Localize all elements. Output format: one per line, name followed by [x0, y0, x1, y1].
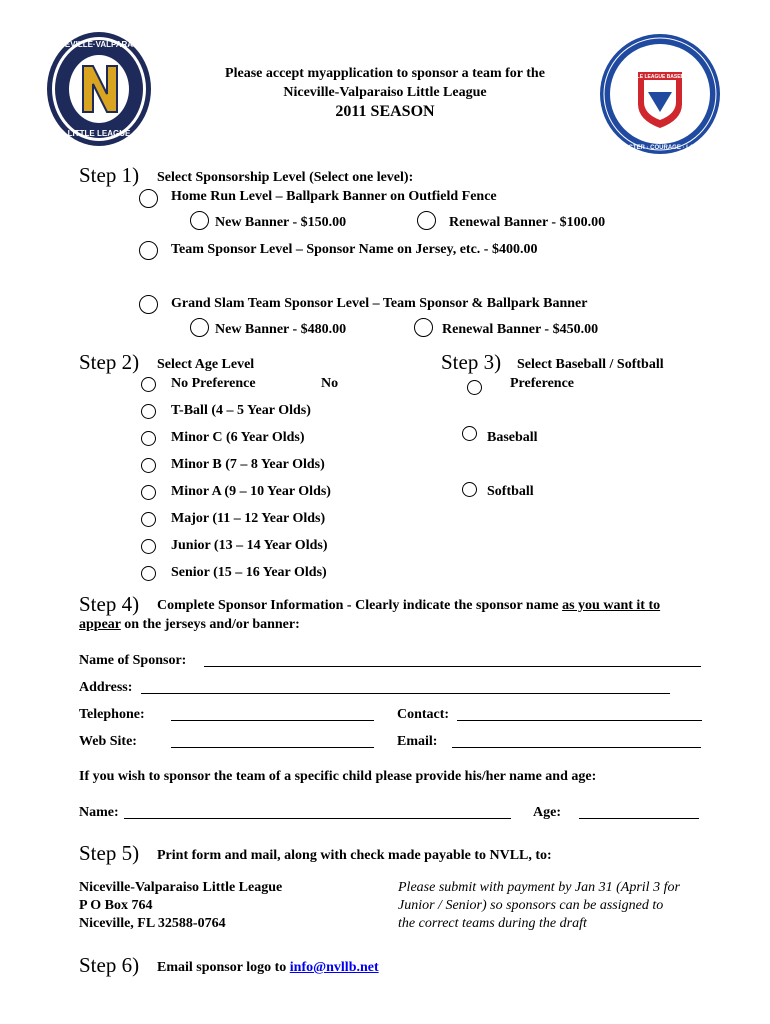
step4-instruction-end: on the jerseys and/or banner: [120, 617, 300, 632]
child-age-label: Age: [533, 805, 561, 820]
mail-address-line1: Niceville-Valparaiso Little League [79, 880, 283, 895]
gs-new-radio[interactable] [190, 318, 209, 337]
step2-instruction: Select Age Level [157, 357, 255, 372]
step1-instruction: Select Sponsorship Level (Select one level): [157, 170, 414, 185]
senior-radio[interactable] [141, 566, 156, 581]
home-run-radio[interactable] [139, 189, 158, 208]
no-label: No [321, 376, 339, 391]
gs-renewal-radio[interactable] [414, 318, 433, 337]
step4-appear-underline: appear [79, 617, 121, 632]
step3-instruction: Select Baseball / Softball [517, 357, 664, 372]
minor-a-label: Minor A (9 – 10 Year Olds) [171, 484, 331, 499]
senior-label: Senior (15 – 16 Year Olds) [171, 565, 327, 580]
baseball-label: Baseball [487, 430, 538, 445]
step1-label: Step 1) [79, 163, 140, 187]
email-label: Email: [397, 734, 438, 749]
header-line-1: Please accept myapplication to sponsor a team for the [225, 66, 545, 81]
minor-c-label: Minor C (6 Year Olds) [171, 430, 305, 445]
header-season: 2011 SEASON [335, 103, 435, 120]
address-field[interactable] [141, 693, 670, 694]
softball-label: Softball [487, 484, 534, 499]
email-link[interactable]: info@nvllb.net [289, 960, 379, 975]
softball-radio[interactable] [462, 482, 477, 497]
step4-label: Step 4) [79, 592, 140, 616]
address-label: Address: [79, 680, 133, 695]
grand-slam-label: Grand Slam Team Sponsor Level – Team Sponsor & Ballpark Banner [171, 296, 588, 311]
name-of-sponsor-field[interactable] [204, 666, 701, 667]
step2-label: Step 2) [79, 350, 140, 374]
minor-a-radio[interactable] [141, 485, 156, 500]
baseball-radio[interactable] [462, 426, 477, 441]
minor-c-radio[interactable] [141, 431, 156, 446]
home-run-label: Home Run Level – Ballpark Banner on Outfield Fence [171, 189, 497, 204]
home-renewal-radio[interactable] [417, 211, 436, 230]
child-note: If you wish to sponsor the team of a specific child please provide his/her name and age: [79, 769, 597, 784]
logo-right-badge-text: LITTLE LEAGUE BASEBALL [626, 74, 694, 80]
junior-radio[interactable] [141, 539, 156, 554]
junior-label: Junior (13 – 14 Year Olds) [171, 538, 328, 553]
step4-instruction-text: Complete Sponsor Information - Clearly indicate the sponsor name [157, 598, 563, 613]
home-renewal-label: Renewal Banner - $100.00 [449, 215, 606, 230]
step6-instruction [157, 960, 379, 976]
tball-label: T-Ball (4 – 5 Year Olds) [171, 403, 311, 418]
gs-new-label: New Banner - $480.00 [215, 322, 347, 337]
step4-instruction-cont [79, 617, 300, 633]
home-new-radio[interactable] [190, 211, 209, 230]
preference-label: Preference [510, 376, 574, 391]
tball-radio[interactable] [141, 404, 156, 419]
step4-instruction [157, 598, 660, 614]
step3-label: Step 3) [441, 350, 502, 374]
website-field[interactable] [171, 747, 374, 748]
nvll-logo [45, 30, 153, 148]
website-label: Web Site: [79, 734, 137, 749]
submit-note-line2: Junior / Senior) so sponsors can be assigned to [398, 898, 664, 913]
step5-instruction: Print form and mail, along with check made payable to NVLL, to: [157, 848, 552, 863]
name-of-sponsor-label: Name of Sponsor: [79, 653, 187, 668]
grand-slam-radio[interactable] [139, 295, 158, 314]
logo-right-ring-text: CHARACTER · COURAGE · LOYALTY [606, 145, 714, 151]
minor-b-label: Minor B (7 – 8 Year Olds) [171, 457, 325, 472]
logo-left-bottom-text: LITTLE LEAGUE [67, 129, 131, 138]
submit-note-line3: the correct teams during the draft [398, 916, 587, 931]
team-sponsor-label: Team Sponsor Level – Sponsor Name on Jersey, etc. - $400.00 [171, 242, 538, 257]
mail-address-line2: P O Box 764 [79, 898, 153, 913]
telephone-field[interactable] [171, 720, 374, 721]
no-preference-label: No Preference [171, 376, 256, 391]
email-field[interactable] [452, 747, 701, 748]
no-preference-radio[interactable] [141, 377, 156, 392]
home-new-label: New Banner - $150.00 [215, 215, 347, 230]
header-line-2: Niceville-Valparaiso Little League [283, 85, 487, 100]
preference-radio[interactable] [467, 380, 482, 395]
step6-instruction-text: Email sponsor logo to [157, 960, 290, 975]
team-sponsor-radio[interactable] [139, 241, 158, 260]
little-league-logo [598, 32, 722, 156]
step4-instruction-underline: as you want it to [562, 598, 661, 613]
major-radio[interactable] [141, 512, 156, 527]
minor-b-radio[interactable] [141, 458, 156, 473]
mail-address-line3: Niceville, FL 32588-0764 [79, 916, 226, 931]
gs-renewal-label: Renewal Banner - $450.00 [442, 322, 599, 337]
child-age-field[interactable] [579, 818, 699, 819]
logo-left-top-text: NICEVILLE·VALPARAISO [51, 40, 147, 49]
step6-label: Step 6) [79, 953, 140, 977]
child-name-label: Name: [79, 805, 119, 820]
submit-note-line1: Please submit with payment by Jan 31 (April 3 for [398, 880, 680, 895]
step5-label: Step 5) [79, 841, 140, 865]
telephone-label: Telephone: [79, 707, 145, 722]
child-name-field[interactable] [124, 818, 511, 819]
contact-label: Contact: [397, 707, 450, 722]
major-label: Major (11 – 12 Year Olds) [171, 511, 326, 526]
contact-field[interactable] [457, 720, 702, 721]
